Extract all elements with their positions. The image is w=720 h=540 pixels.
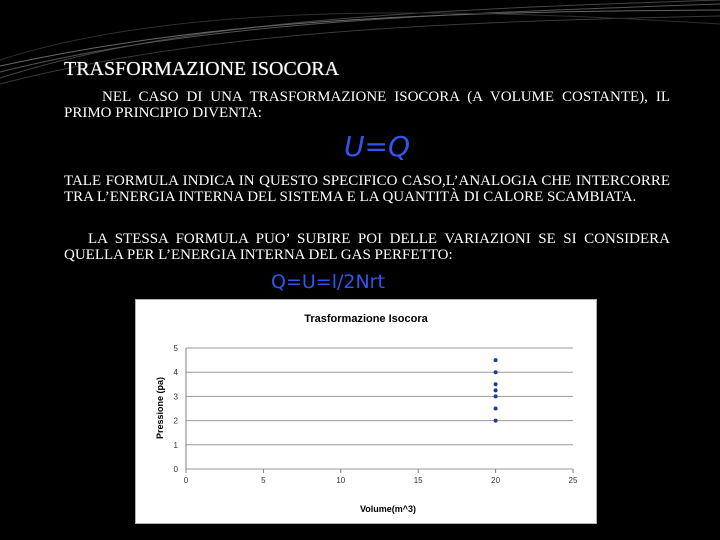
data-point [494, 358, 498, 362]
data-point [494, 382, 498, 386]
formula-u-equals-q: U=Q [344, 130, 410, 163]
y-tick-label: 5 [173, 344, 178, 353]
explanation-paragraph: TALE FORMULA INDICA IN QUESTO SPECIFICO CASO,L’ANALOGIA CHE INTERCORRE TRA L’ENERGIA INTERNA DEL SISTEMA E LA QUANTITÀ DI CALORE SCAMBIATA. [64, 173, 670, 205]
variation-paragraph: LA STESSA FORMULA PUO’ SUBIRE POI DELLE VARIAZIONI SE SI CONSIDERA QUELLA PER L’ENERGIA INTERNA DEL GAS PERFETTO: [64, 231, 670, 263]
chart-title: Trasformazione Isocora [304, 313, 428, 325]
chart-container [135, 299, 597, 524]
y-tick-label: 4 [173, 368, 178, 378]
data-point [494, 407, 498, 411]
y-axis-label: Pressione (pa) [155, 376, 165, 440]
data-point [494, 419, 498, 423]
x-tick-label: 10 [336, 476, 346, 485]
x-axis-label: Volume(m^3) [359, 504, 417, 514]
y-tick-label: 1 [173, 440, 178, 450]
data-point [494, 388, 498, 392]
x-tick-label: 15 [413, 476, 423, 485]
data-point [494, 394, 498, 398]
formula-perfect-gas: Q=U=l/2Nrt [271, 271, 385, 293]
x-tick-label: 5 [261, 476, 266, 485]
y-tick-label: 3 [173, 392, 178, 402]
x-tick-label: 0 [183, 476, 189, 485]
slide-title: TRASFORMAZIONE ISOCORA [64, 58, 340, 80]
x-tick-label: 20 [491, 476, 501, 485]
y-tick-label: 2 [173, 416, 178, 426]
isochoric-chart [136, 300, 596, 523]
data-point [494, 370, 498, 374]
y-tick-label: 0 [173, 465, 178, 474]
intro-paragraph: NEL CASO DI UNA TRASFORMAZIONE ISOCORA (A VOLUME COSTANTE), IL PRIMO PRINCIPIO DIVENTA: [64, 89, 670, 121]
x-tick-label: 25 [568, 476, 578, 485]
